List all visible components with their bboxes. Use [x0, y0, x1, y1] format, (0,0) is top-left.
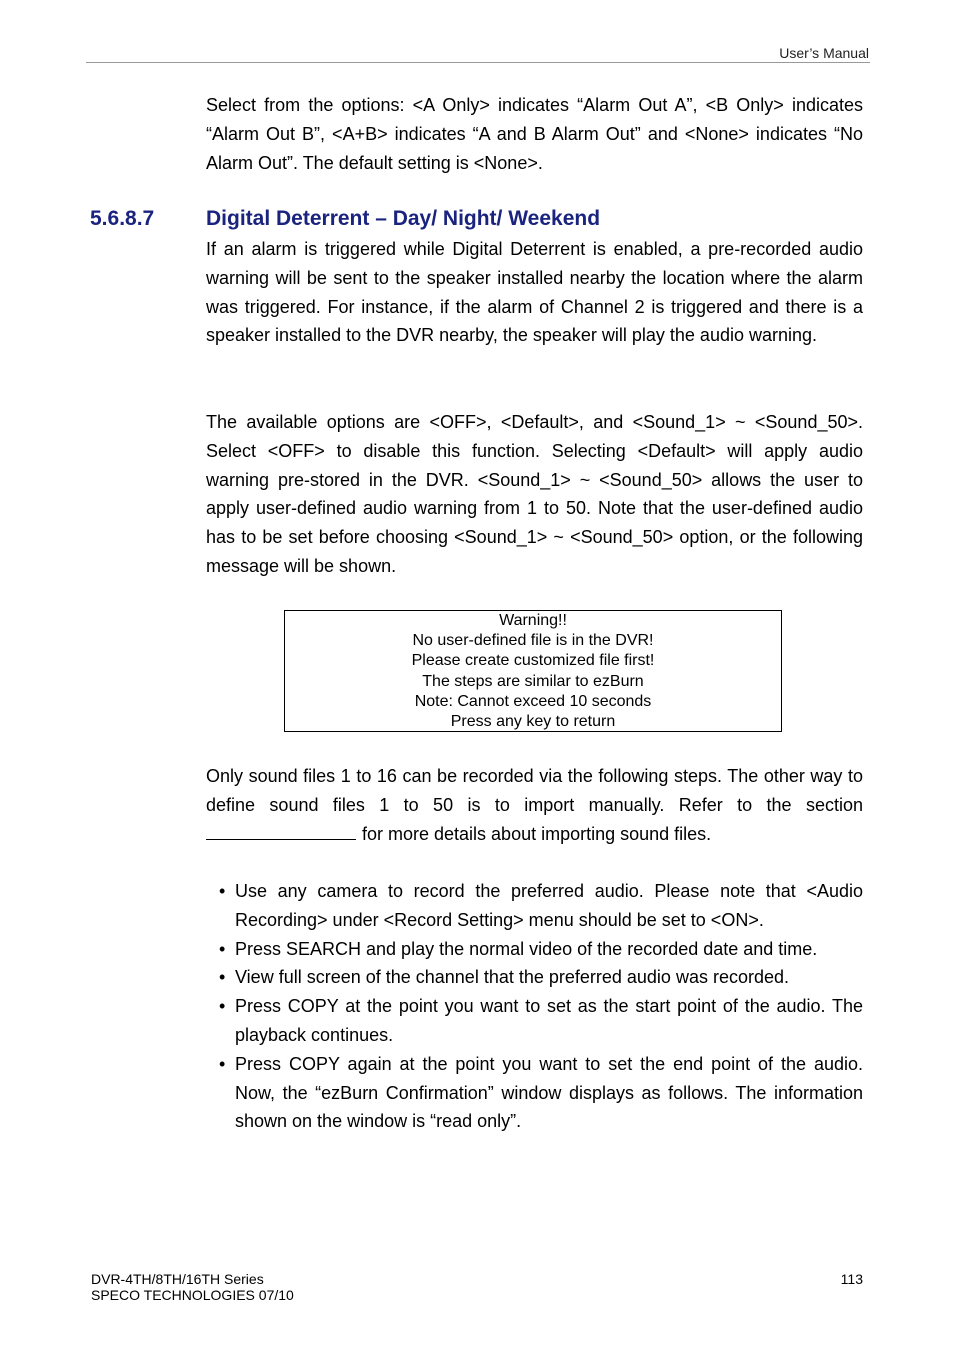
bullet-icon: • [219, 881, 226, 901]
section-title: Digital Deterrent – Day/ Night/ Weekend [206, 207, 601, 230]
section-number: 5.6.8.7 [90, 207, 155, 230]
intro-paragraph: Select from the options: <A Only> indicates “Alarm Out A”, <B Only> indicates “Alarm Out B”, <A+B> indicates “A and B Alarm Out” and <None> indicates “No Alarm Out”. The default setting is <None>. [206, 95, 863, 173]
page-number: 113 [840, 1271, 863, 1287]
list-item [206, 877, 863, 935]
step-text: Press SEARCH and play the normal video of the recorded date and time. [235, 938, 818, 959]
warning-line: No user-defined file is in the DVR! [412, 632, 654, 650]
warning-line: Please create customized file first! [411, 652, 655, 670]
section-paragraph-1: If an alarm is triggered while Digital Deterrent is enabled, a pre-recorded audio warning will be sent to the speaker installed nearby the location where the alarm was triggered. For instance, if the alarm of Channel 2 is triggered and there is a speaker installed to the DVR nearby, the speaker will play the audio warning. [206, 239, 863, 346]
bullet-icon: • [219, 967, 226, 988]
step-text: Press COPY at the point you want to set as the start point of the audio. The playback continues. [235, 996, 863, 1045]
step-text: Press COPY again at the point you want to set the end point of the audio. Now, the “ezBurn Confirmation” window displays as follows. The information shown on the window is “read only”. [235, 1053, 863, 1132]
list-item [206, 935, 863, 964]
list-item [206, 963, 863, 992]
warning-message-box [284, 610, 782, 732]
bullet-icon: • [219, 938, 226, 959]
page-header-title: User’s Manual [779, 45, 869, 61]
section-reference-link[interactable] [206, 823, 356, 840]
bullet-icon: • [219, 1053, 226, 1074]
steps-list [206, 877, 863, 1136]
warning-line: Press any key to return [450, 713, 616, 731]
section-heading [90, 207, 870, 231]
warning-line: The steps are similar to ezBurn [422, 672, 644, 690]
section-paragraph-2: The available options are <OFF>, <Default>, and <Sound_1> ~ <Sound_50>. Select <OFF> to disable this function. Selecting <Default> will apply audio warning pre-stored in the DVR. <Sound_1> ~ <Sound_50> allows the user to apply user-defined audio warning from 1 to 50. Note that the user-defined audio has to be set before choosing <Sound_1> ~ <Sound_50> option, or the following message will be shown. [206, 412, 863, 576]
warning-line: Note: Cannot exceed 10 seconds [414, 692, 652, 710]
warning-line: Warning!! [499, 612, 567, 629]
bullet-icon: • [219, 996, 226, 1017]
footer-series: DVR-4TH/8TH/16TH Series [91, 1271, 264, 1287]
list-item [206, 992, 863, 1050]
footer-company: SPECO TECHNOLOGIES 07/10 [91, 1287, 294, 1303]
import-paragraph-text: Only sound files 1 to 16 can be recorded via the following steps. The other way to define sound files 1 to 50 is to import manually. Refer to the section [206, 766, 863, 815]
step-text: View full screen of the channel that the preferred audio was recorded. [235, 967, 790, 988]
footer-left [91, 1271, 294, 1303]
step-text: Use any camera to record the preferred audio. Please note that <Audio Recording> under <Record Setting> menu should be set to <ON>. [235, 881, 863, 930]
import-paragraph [206, 762, 863, 848]
list-item [206, 1050, 863, 1136]
header-divider [86, 62, 870, 63]
import-paragraph-tail: for more details about importing sound files. [362, 823, 712, 844]
